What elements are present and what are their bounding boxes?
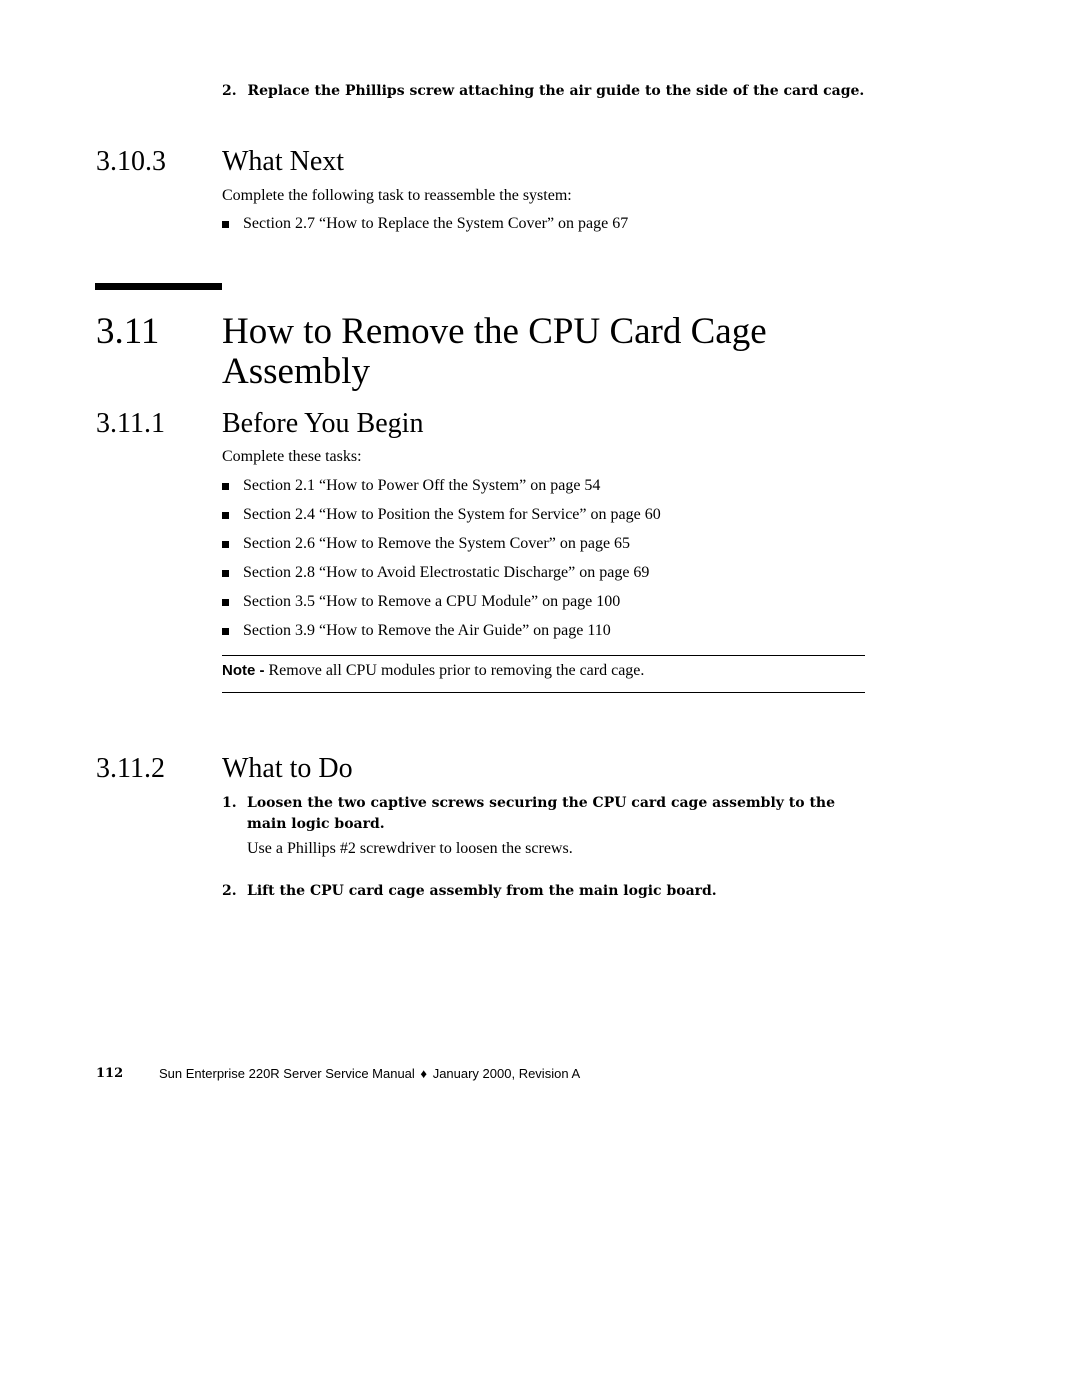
step-text-line1: Loosen the two captive screws securing the CPU card cage assembly to the: [247, 795, 836, 811]
diamond-icon: ♦: [420, 1066, 428, 1081]
note-rule-bottom: [222, 692, 865, 693]
bullet-icon: [222, 599, 229, 606]
bullet-icon: [222, 570, 229, 577]
what-to-do-number: 3.11.2: [96, 753, 165, 784]
step-number: 2.: [222, 883, 237, 899]
before-you-begin-heading: Before You Begin: [222, 408, 424, 439]
task-item: Section 3.5 “How to Remove a CPU Module” on page 100: [243, 593, 621, 610]
before-you-begin-number: 3.11.1: [96, 408, 165, 439]
task-item: Section 2.8 “How to Avoid Electrostatic Discharge” on page 69: [243, 564, 650, 581]
note-rule-top: [222, 655, 865, 656]
section-rule: [95, 283, 222, 290]
bullet-icon: [222, 221, 229, 228]
footer-date: January 2000, Revision A: [432, 1066, 581, 1081]
what-to-do-heading: What to Do: [222, 753, 353, 784]
bullet-icon: [222, 512, 229, 519]
section-title-line1: How to Remove the CPU Card Cage: [222, 311, 767, 352]
prev-step-text: Replace the Phillips screw attaching the air guide to the side of the card cage.: [247, 83, 865, 99]
task-item: Section 2.1 “How to Power Off the System” on page 54: [243, 477, 601, 494]
bullet-icon: [222, 483, 229, 490]
prev-step-number: 2.: [222, 83, 237, 99]
note-label: Note -: [222, 662, 265, 679]
note: [222, 661, 865, 681]
note-text: Remove all CPU modules prior to removing the card cage.: [268, 662, 645, 679]
section-title-line2: Assembly: [222, 351, 370, 392]
section-number: 3.11: [96, 311, 160, 352]
prev-step: [222, 81, 882, 102]
bullet-icon: [222, 541, 229, 548]
task-item: Section 3.9 “How to Remove the Air Guide” on page 110: [243, 622, 611, 639]
footer-text: [159, 1066, 580, 1082]
step-detail: Use a Phillips #2 screwdriver to loosen the screws.: [247, 840, 573, 857]
step-number: 1.: [222, 795, 237, 811]
task-item: Section 2.4 “How to Position the System for Service” on page 60: [243, 506, 661, 523]
bullet-icon: [222, 628, 229, 635]
what-next-heading: What Next: [222, 146, 345, 177]
task-item: Section 2.6 “How to Remove the System Cover” on page 65: [243, 535, 631, 552]
step-text-line2: main logic board.: [247, 816, 385, 832]
step-text-line1: Lift the CPU card cage assembly from the main logic board.: [247, 883, 717, 899]
what-next-intro: Complete the following task to reassemble the system:: [222, 187, 572, 204]
page-number: 112: [96, 1066, 124, 1081]
what-next-number: 3.10.3: [96, 146, 166, 177]
footer-title: Sun Enterprise 220R Server Service Manual: [159, 1066, 415, 1081]
what-next-item: Section 2.7 “How to Replace the System Cover” on page 67: [243, 215, 629, 232]
before-you-begin-intro: Complete these tasks:: [222, 448, 362, 465]
